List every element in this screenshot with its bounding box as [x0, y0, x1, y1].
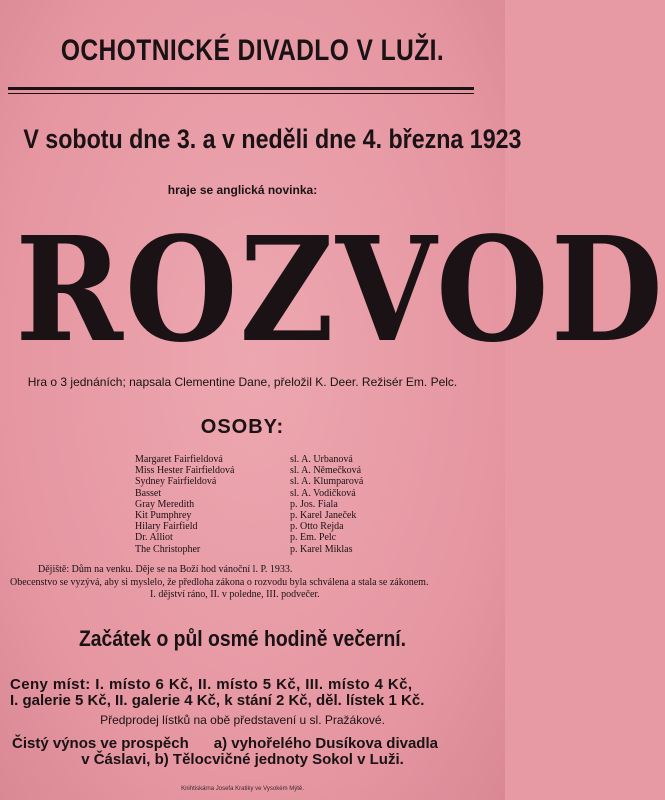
- cast-actor: sl. A. Němečková: [290, 465, 362, 477]
- cast-actor: p. Otto Rejda: [290, 521, 344, 533]
- cast-actor: sl. A. Vodičková: [290, 487, 356, 499]
- cast-actor: p. Jos. Fiala: [290, 498, 338, 510]
- cast-row: [135, 454, 475, 465]
- presale-note: Předprodej lístků na obě představení u sl. Pražákové.: [100, 713, 385, 727]
- prices-line: I. galerie 5 Kč, II. galerie 4 Kč, k stání 2 Kč, děl. lístek 1 Kč.: [10, 692, 425, 709]
- intro-line: hraje se anglická novinka:: [167, 183, 318, 197]
- setting-line: Dějiště: Dům na venku. Děje se na Boží hod vánoční l. P. 1933.: [38, 564, 293, 575]
- setting-line: Obecenstvo se vyzývá, aby si myslelo, že předloha zákona o rozvodu byla schválena a stala se zákonem.: [10, 576, 429, 588]
- cast-actor: p. Karel Janeček: [290, 510, 357, 522]
- cast-row: [135, 476, 475, 487]
- cast-row: [135, 544, 475, 555]
- printer-imprint: Knihtiskárna Josefa Kratiky ve Vysokém Mýtě.: [181, 786, 304, 792]
- cast-role: Miss Hester Fairfieldová: [135, 465, 235, 477]
- cast-row: [135, 532, 475, 543]
- cast-role: Gray Meredith: [135, 498, 195, 510]
- performance-dates: V sobotu dne 3. a v neděli dne 4. března 1923: [23, 124, 522, 154]
- cast-role: Kit Pumphrey: [135, 510, 192, 522]
- heading-rule-thick: [8, 87, 474, 90]
- cast-actor: sl. A. Urbanová: [290, 454, 353, 465]
- cast-actor: p. Karel Miklas: [290, 543, 353, 555]
- cast-role: Hilary Fairfield: [135, 521, 198, 533]
- cast-role: Sydney Fairfieldová: [135, 476, 217, 488]
- start-time: Začátek o půl osmé hodině večerní.: [78, 626, 407, 651]
- cast-list: [135, 454, 475, 555]
- theatre-heading: OCHOTNICKÉ DIVADLO V LUŽI.: [60, 34, 445, 67]
- proceeds-line: Čistý výnos ve prospěch a) vyhořelého Dusíkova divadla: [12, 735, 438, 752]
- play-title: ROZVOD: [15, 205, 665, 374]
- proceeds-line: v Čáslavi, b) Tělocvičné jednoty Sokol v Luži.: [81, 751, 404, 768]
- prices-line: Ceny míst: I. místo 6 Kč, II. místo 5 Kč, III. místo 4 Kč,: [10, 676, 413, 693]
- setting-notes: [0, 564, 505, 602]
- cast-row: [135, 488, 475, 499]
- cast-role: Dr. Alliot: [135, 532, 173, 544]
- cast-actor: sl. A. Klumparová: [290, 476, 364, 488]
- cast-row: [135, 510, 475, 521]
- heading-rule-thin: [8, 93, 474, 94]
- cast-row: [135, 499, 475, 510]
- cast-role: The Christopher: [135, 543, 201, 555]
- cast-row: [135, 465, 475, 476]
- setting-line: I. dějství ráno, II. v poledne, III. podvečer.: [150, 589, 320, 600]
- cast-role: Basset: [135, 487, 162, 499]
- cast-heading: OSOBY:: [200, 416, 285, 438]
- cast-row: [135, 521, 475, 532]
- cast-role: Margaret Fairfieldová: [135, 454, 223, 465]
- play-subtitle: Hra o 3 jednáních; napsala Clementine Dane, přeložil K. Deer. Režisér Em. Pelc.: [27, 375, 458, 389]
- cast-actor: p. Em. Pelc: [290, 532, 337, 544]
